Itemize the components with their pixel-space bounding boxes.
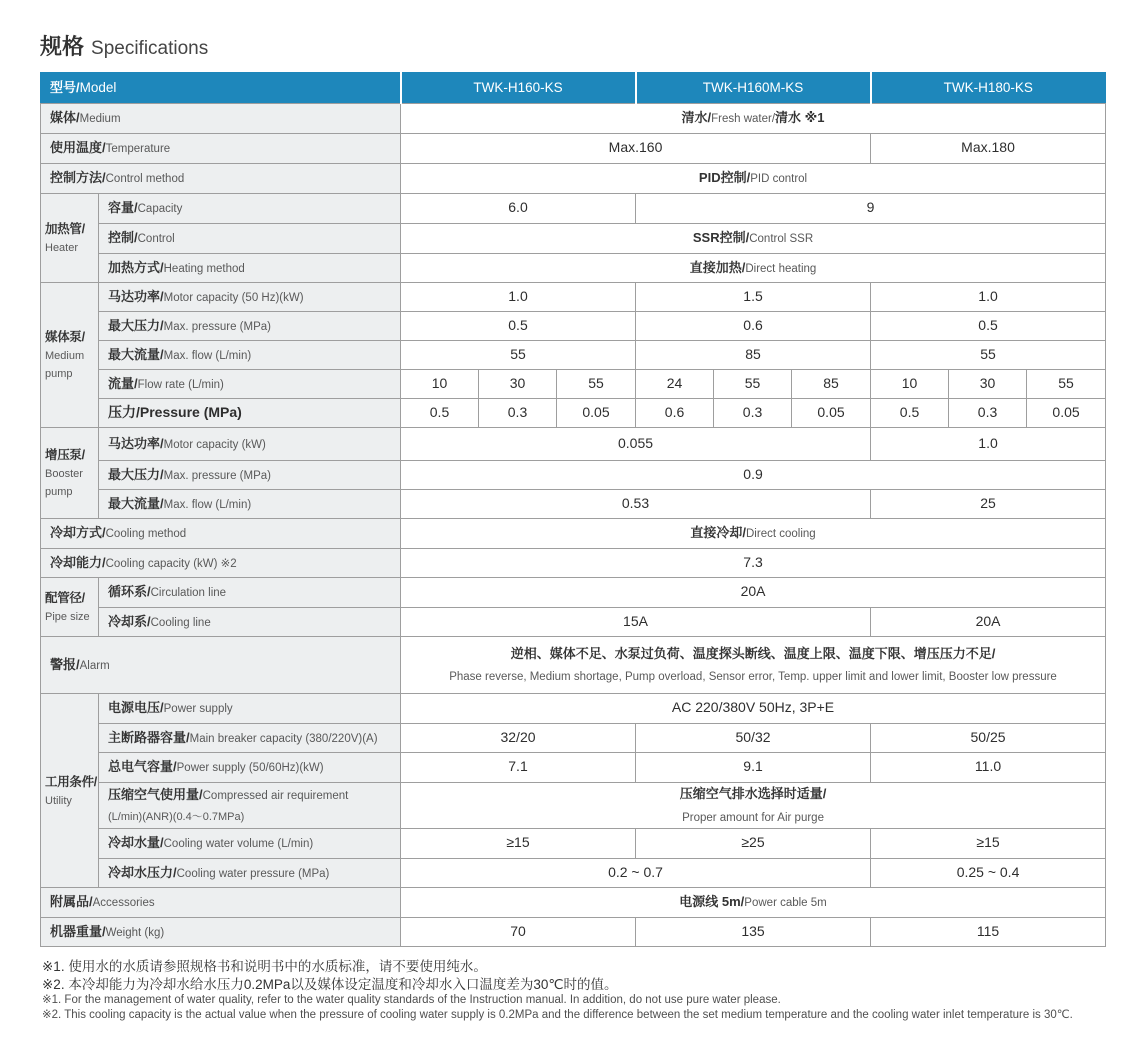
row-mpump-flowrate-cell-8: 30 [949, 370, 1027, 399]
row-control-method-cell-0: 控制方法/Control method [41, 164, 401, 194]
row-mpump-maxflow-cell-3: 55 [871, 341, 1106, 370]
row-mpump-pressure-cell-0: 压力/Pressure (MPa) [99, 399, 401, 428]
row-mpump-flowrate [41, 370, 1106, 399]
row-util-watervolume-cell-1: ≥15 [401, 829, 636, 859]
group-medium-pump: 媒体泵/ Medium pump [41, 283, 99, 428]
row-heater-method-cell-0: 加热方式/Heating method [99, 254, 401, 283]
row-util-air-cell-1: 压缩空气排水选择时适量/ Proper amount for Air purge [401, 783, 1106, 829]
row-bpump-motor [41, 428, 1106, 461]
row-mpump-pressure-cell-3: 0.05 [557, 399, 636, 428]
row-cooling-method-cell-0: 冷却方式/Cooling method [41, 519, 401, 549]
row-mpump-flowrate-cell-2: 30 [479, 370, 557, 399]
row-mpump-pressure-cell-5: 0.3 [714, 399, 792, 428]
row-heater-control-cell-1: SSR控制/Control SSR [401, 224, 1106, 254]
row-bpump-maxpressure-cell-0: 最大压力/Max. pressure (MPa) [99, 461, 401, 490]
row-util-waterpressure-cell-2: 0.25 ~ 0.4 [871, 859, 1106, 888]
row-mpump-pressure-cell-9: 0.05 [1027, 399, 1106, 428]
row-medium-cell-0: 媒体/Medium [41, 104, 401, 134]
row-heater-capacity-cell-1: 容量/Capacity [99, 194, 401, 224]
footnote-en-2: ※2. This cooling capacity is the actual value when the pressure of cooling water supply is 0.2MPa and the difference between the set medium temperature and the cooling water inlet temperature is 30℃. [42, 1008, 1073, 1021]
row-bpump-maxpressure-cell-1: 0.9 [401, 461, 1106, 490]
row-heater-capacity-cell-2: 6.0 [401, 194, 636, 224]
row-weight-cell-2: 135 [636, 918, 871, 947]
row-pipe-circulation-cell-1: 循环系/Circulation line [99, 578, 401, 608]
row-mpump-maxpressure-cell-0: 最大压力/Max. pressure (MPa) [99, 312, 401, 341]
row-weight-cell-1: 70 [401, 918, 636, 947]
row-util-breaker-cell-0: 主断路器容量/Main breaker capacity (380/220V)(A) [99, 724, 401, 753]
row-mpump-flowrate-cell-4: 24 [636, 370, 714, 399]
model-twk-h160m-ks: TWK-H160M-KS [636, 73, 871, 104]
row-mpump-maxpressure-cell-2: 0.6 [636, 312, 871, 341]
row-cooling-method-cell-1: 直接冷却/Direct cooling [401, 519, 1106, 549]
row-control-method [41, 164, 1106, 194]
row-pipe-cooling [41, 608, 1106, 637]
row-cooling-capacity-cell-1: 7.3 [401, 549, 1106, 578]
row-alarm [41, 637, 1106, 694]
row-cooling-capacity-cell-0: 冷却能力/Cooling capacity (kW) ※2 [41, 549, 401, 578]
row-util-watervolume-cell-0: 冷却水量/Cooling water volume (L/min) [99, 829, 401, 859]
page-title-zh: 规格 [40, 34, 85, 59]
row-mpump-motor-cell-3: 1.5 [636, 283, 871, 312]
row-weight [41, 918, 1106, 947]
row-heater-control [41, 224, 1106, 254]
row-alarm-cell-1: 逆相、媒体不足、水泵过负荷、温度探头断线、温度上限、温度下限、增压压力不足/ Phase reverse, Medium shortage, Pump overload, Sensor error, Temp. upper limit and lower limit, Booster low pressure [401, 637, 1106, 694]
footnote-en-1: ※1. For the management of water quality, refer to the water quality standards of the Instruction manual. In addition, do not use pure water please. [42, 994, 781, 1006]
row-util-breaker-cell-1: 32/20 [401, 724, 636, 753]
row-mpump-maxpressure [41, 312, 1106, 341]
row-bpump-motor-cell-1: 马达功率/Motor capacity (kW) [99, 428, 401, 461]
row-util-electric-cell-0: 总电气容量/Power supply (50/60Hz)(kW) [99, 753, 401, 783]
row-mpump-motor [41, 283, 1106, 312]
row-heater-capacity [41, 194, 1106, 224]
row-mpump-motor-cell-1: 马达功率/Motor capacity (50 Hz)(kW) [99, 283, 401, 312]
footnotes [42, 958, 1112, 1022]
row-pipe-circulation-cell-2: 20A [401, 578, 1106, 608]
row-control-method-cell-1: PID控制/PID control [401, 164, 1106, 194]
row-util-waterpressure-cell-0: 冷却水压力/Cooling water pressure (MPa) [99, 859, 401, 888]
group-pipe-size: 配管径/ Pipe size [41, 578, 99, 637]
row-accessories-cell-1: 电源线 5m/Power cable 5m [401, 888, 1106, 918]
row-mpump-pressure-cell-8: 0.3 [949, 399, 1027, 428]
row-mpump-pressure [41, 399, 1106, 428]
row-bpump-maxflow-cell-1: 0.53 [401, 490, 871, 519]
model-twk-h160-ks: TWK-H160-KS [401, 73, 636, 104]
row-mpump-maxflow [41, 341, 1106, 370]
row-mpump-pressure-cell-6: 0.05 [792, 399, 871, 428]
footnote-zh-2: ※2. 本冷却能力为冷却水给水压力0.2MPa以及媒体设定温度和冷却水入口温度差为30℃时的值。 [42, 976, 618, 992]
row-weight-cell-0: 机器重量/Weight (kg) [41, 918, 401, 947]
row-util-power-cell-2: AC 220/380V 50Hz, 3P+E [401, 694, 1106, 724]
row-util-air-cell-0: 压缩空气使用量/Compressed air requirement (L/min)(ANR)(0.4～0.7MPa) [99, 783, 401, 829]
model-header-label: 型号/Model [41, 73, 401, 104]
row-util-electric-cell-3: 11.0 [871, 753, 1106, 783]
row-bpump-motor-cell-2: 0.055 [401, 428, 871, 461]
row-mpump-flowrate-cell-5: 55 [714, 370, 792, 399]
row-mpump-motor-cell-2: 1.0 [401, 283, 636, 312]
row-medium [41, 104, 1106, 134]
row-pipe-circulation [41, 578, 1106, 608]
row-weight-cell-3: 115 [871, 918, 1106, 947]
row-util-watervolume-cell-2: ≥25 [636, 829, 871, 859]
row-cooling-capacity [41, 549, 1106, 578]
footnote-zh-1: ※1. 使用水的水质请参照规格书和说明书中的水质标准，请不要使用纯水。 [42, 959, 487, 974]
row-pipe-cooling-cell-0: 冷却系/Cooling line [99, 608, 401, 637]
row-mpump-flowrate-cell-3: 55 [557, 370, 636, 399]
row-mpump-flowrate-cell-0: 流量/Flow rate (L/min) [99, 370, 401, 399]
row-pipe-cooling-cell-1: 15A [401, 608, 871, 637]
row-temperature-cell-1: Max.160 [401, 134, 871, 164]
row-temperature [41, 134, 1106, 164]
row-mpump-maxpressure-cell-1: 0.5 [401, 312, 636, 341]
row-mpump-flowrate-cell-7: 10 [871, 370, 949, 399]
row-util-watervolume [41, 829, 1106, 859]
group-utility: 工用条件/ Utility [41, 694, 99, 888]
row-util-waterpressure [41, 859, 1106, 888]
row-util-breaker [41, 724, 1106, 753]
page-title [40, 30, 208, 61]
row-heater-method [41, 254, 1106, 283]
row-util-electric-cell-2: 9.1 [636, 753, 871, 783]
row-accessories-cell-0: 附属品/Accessories [41, 888, 401, 918]
row-temperature-cell-2: Max.180 [871, 134, 1106, 164]
row-util-electric [41, 753, 1106, 783]
row-accessories [41, 888, 1106, 918]
row-mpump-pressure-cell-2: 0.3 [479, 399, 557, 428]
row-mpump-flowrate-cell-1: 10 [401, 370, 479, 399]
row-heater-method-cell-1: 直接加热/Direct heating [401, 254, 1106, 283]
row-util-waterpressure-cell-1: 0.2 ~ 0.7 [401, 859, 871, 888]
row-util-power [41, 694, 1106, 724]
row-util-breaker-cell-2: 50/32 [636, 724, 871, 753]
row-util-air [41, 783, 1106, 829]
row-mpump-motor-cell-4: 1.0 [871, 283, 1106, 312]
row-mpump-maxflow-cell-1: 55 [401, 341, 636, 370]
group-heater: 加热管/ Heater [41, 194, 99, 283]
row-mpump-maxflow-cell-2: 85 [636, 341, 871, 370]
row-mpump-maxpressure-cell-3: 0.5 [871, 312, 1106, 341]
model-twk-h180-ks: TWK-H180-KS [871, 73, 1106, 104]
row-mpump-flowrate-cell-9: 55 [1027, 370, 1106, 399]
row-bpump-maxpressure [41, 461, 1106, 490]
group-booster-pump: 增压泵/ Booster pump [41, 428, 99, 519]
row-bpump-maxflow [41, 490, 1106, 519]
row-alarm-cell-0: 警报/Alarm [41, 637, 401, 694]
specifications-table [40, 72, 1106, 947]
row-cooling-method [41, 519, 1106, 549]
page-title-en: Specifications [91, 38, 209, 59]
row-util-breaker-cell-3: 50/25 [871, 724, 1106, 753]
row-temperature-cell-0: 使用温度/Temperature [41, 134, 401, 164]
row-mpump-pressure-cell-7: 0.5 [871, 399, 949, 428]
row-mpump-maxflow-cell-0: 最大流量/Max. flow (L/min) [99, 341, 401, 370]
row-heater-control-cell-0: 控制/Control [99, 224, 401, 254]
row-heater-capacity-cell-3: 9 [636, 194, 1106, 224]
row-util-watervolume-cell-3: ≥15 [871, 829, 1106, 859]
row-pipe-cooling-cell-2: 20A [871, 608, 1106, 637]
row-util-power-cell-1: 电源电压/Power supply [99, 694, 401, 724]
row-util-electric-cell-1: 7.1 [401, 753, 636, 783]
row-model-header [41, 73, 1106, 104]
row-mpump-flowrate-cell-6: 85 [792, 370, 871, 399]
row-bpump-motor-cell-3: 1.0 [871, 428, 1106, 461]
row-mpump-pressure-cell-4: 0.6 [636, 399, 714, 428]
row-mpump-pressure-cell-1: 0.5 [401, 399, 479, 428]
row-bpump-maxflow-cell-0: 最大流量/Max. flow (L/min) [99, 490, 401, 519]
row-bpump-maxflow-cell-2: 25 [871, 490, 1106, 519]
row-medium-cell-1: 清水/Fresh water/清水 ※1 [401, 104, 1106, 134]
